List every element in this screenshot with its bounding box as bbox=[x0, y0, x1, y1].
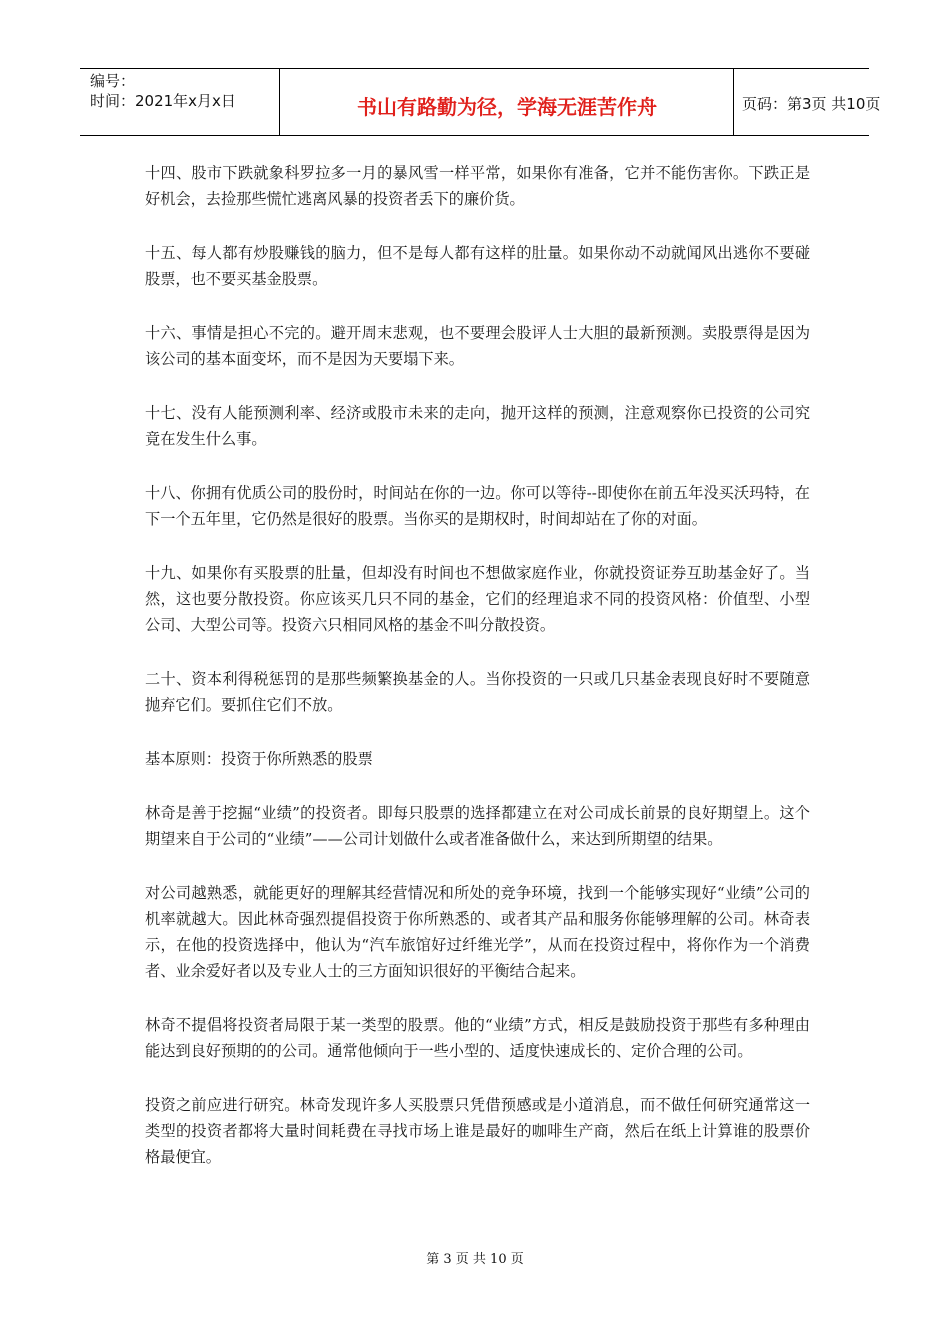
header-motto-cell bbox=[280, 69, 734, 135]
paragraph-stock-types: 林奇不提倡将投资者局限于某一类型的股票。他的“业绩”方式，相反是鼓励投资于那些有多种理由能达到良好预期的的公司。通常他倾向于一些小型的、适度快速成长的、定价合理的公司。 bbox=[145, 1016, 810, 1060]
paragraph-familiarity: 对公司越熟悉，就能更好的理解其经营情况和所处的竞争环境，找到一个能够实现好“业绩”公司的机率就越大。因此林奇强烈提倡投资于你所熟悉的、或者其产品和服务你能够理解的公司。林奇表示，在他的投资选择中，他认为“汽车旅馆好过纤维光学”，从而在投资过程中，将你作为一个消费者、业余爱好者以及专业人士的三方面知识很好的平衡结合起来。 bbox=[145, 884, 810, 980]
paragraph-18: 十八、你拥有优质公司的股份时，时间站在你的一边。你可以等待--即使你在前五年没买沃玛特，在下一个五年里，它仍然是很好的股票。当你买的是期权时，时间却站在了你的对面。 bbox=[145, 484, 810, 528]
paragraph-20: 二十、资本利得税惩罚的是那些频繁换基金的人。当你投资的一只或几只基金表现良好时不要随意抛弃它们。要抓住它们不放。 bbox=[145, 670, 810, 714]
page-footer: 第 3 页 共 10 页 bbox=[426, 1252, 524, 1267]
document-date-label: 时间：2021年x月x日 bbox=[90, 92, 236, 110]
paragraph-16: 十六、事情是担心不完的。避开周末悲观，也不要理会股评人士大胆的最新预测。卖股票得是因为该公司的基本面变坏，而不是因为天要塌下来。 bbox=[145, 324, 810, 368]
paragraph-research: 投资之前应进行研究。林奇发现许多人买股票只凭借预感或是小道消息，而不做任何研究通常这一类型的投资者都将大量时间耗费在寻找市场上谁是最好的咖啡生产商，然后在纸上计算谁的股票价格最便宜。 bbox=[145, 1096, 810, 1166]
header-meta-cell bbox=[80, 69, 280, 135]
paragraph-17: 十七、没有人能预测利率、经济或股市未来的走向，抛开这样的预测，注意观察你已投资的公司究竟在发生什么事。 bbox=[145, 404, 810, 448]
paragraph-19: 十九、如果你有买股票的肚量，但却没有时间也不想做家庭作业，你就投资证券互助基金好了。当然，这也要分散投资。你应该买几只不同的基金，它们的经理追求不同的投资风格：价值型、小型公司、大型公司等。投资六只相同风格的基金不叫分散投资。 bbox=[145, 564, 810, 634]
document-body bbox=[145, 160, 810, 1198]
document-number-label: 编号： bbox=[90, 72, 136, 90]
paragraph-15: 十五、每人都有炒股赚钱的脑力，但不是每人都有这样的肚量。如果你动不动就闻风出逃你不要碰股票，也不要买基金股票。 bbox=[145, 244, 810, 288]
paragraph-14: 十四、股市下跌就象科罗拉多一月的暴风雪一样平常，如果你有准备，它并不能伤害你。下跌正是好机会，去捡那些慌忙逃离风暴的投资者丢下的廉价货。 bbox=[145, 164, 810, 208]
page-header bbox=[80, 68, 881, 136]
header-page-cell bbox=[734, 69, 881, 135]
header-page-info: 页码：第3页 共10页 bbox=[742, 95, 881, 113]
paragraph-performance: 林奇是善于挖掘“业绩”的投资者。即每只股票的选择都建立在对公司成长前景的良好期望上。这个期望来自于公司的“业绩”——公司计划做什么或者准备做什么，来达到所期望的结果。 bbox=[145, 804, 810, 848]
section-heading-basic-principle: 基本原则：投资于你所熟悉的股票 bbox=[145, 750, 373, 768]
header-motto: 书山有路勤为径，学海无涯苦作舟 bbox=[357, 95, 657, 119]
